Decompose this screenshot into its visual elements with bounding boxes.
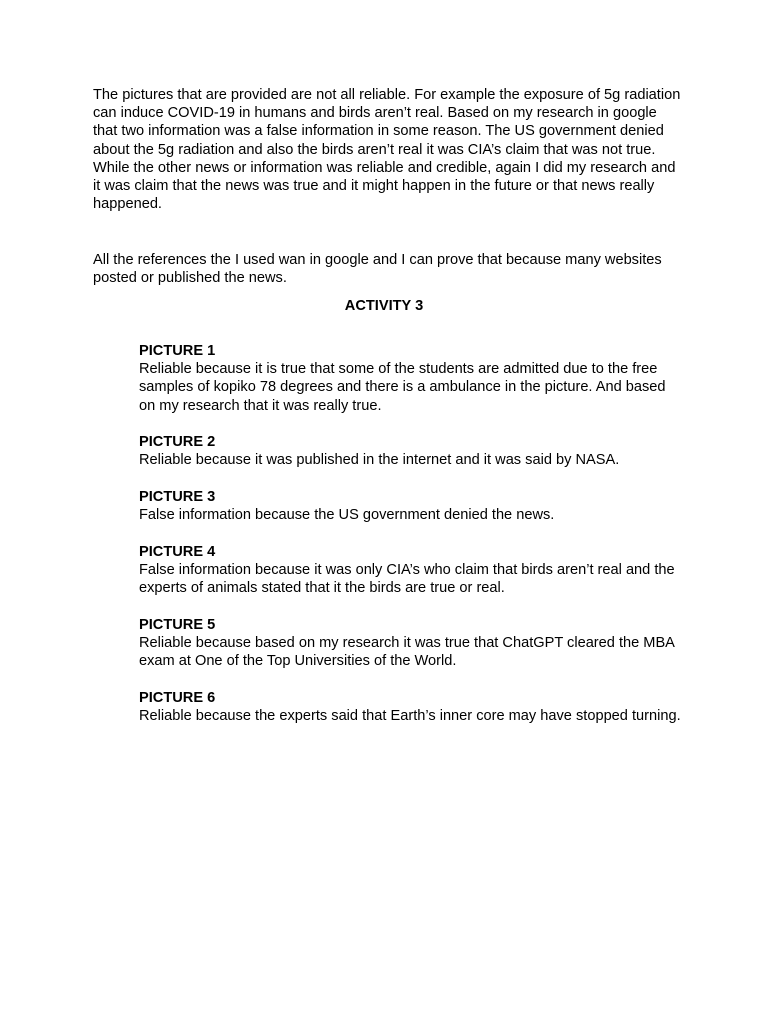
picture-heading: PICTURE 2	[139, 434, 216, 451]
picture-heading: PICTURE 3	[139, 489, 216, 505]
picture-text: Reliable because it is true that some of the students are admitted due to the free samples of kopiko 78 degrees and there is a ambulance in the picture. And based on my research that it was really true.	[139, 361, 666, 414]
picture-heading: PICTURE 5	[139, 616, 216, 633]
picture-item-4	[139, 543, 684, 598]
picture-list	[139, 342, 684, 744]
picture-item-6	[139, 689, 684, 725]
picture-heading: PICTURE 6	[139, 689, 216, 706]
picture-item-3	[139, 488, 684, 524]
picture-text: False information because the US government denied the news.	[139, 507, 555, 524]
picture-heading: PICTURE 1	[139, 343, 216, 359]
picture-text: Reliable because the experts said that Earth’s inner core may have stopped turning.	[139, 708, 681, 724]
activity-title: ACTIVITY 3	[344, 298, 424, 314]
picture-text: Reliable because based on my research it was true that ChatGPT cleared the MBA exam at One of the Top Universities of the World.	[139, 635, 675, 670]
picture-item-1	[139, 342, 684, 415]
references-paragraph: All the references the I used wan in google and I can prove that because many websites posted or published the news.	[93, 252, 662, 287]
picture-item-2	[139, 433, 684, 469]
picture-item-5	[139, 616, 684, 671]
picture-text: False information because it was only CIA’s who claim that birds aren’t real and the experts of animals stated that it the birds are true or real.	[139, 562, 675, 597]
picture-heading: PICTURE 4	[139, 543, 216, 560]
picture-text: Reliable because it was published in the internet and it was said by NASA.	[139, 452, 620, 469]
intro-paragraph: The pictures that are provided are not all reliable. For example the exposure of 5g radiation can induce COVID-19 in humans and birds aren’t real. Based on my research in google that two information was a false information in some reason. The US government denied about the 5g radiation and also the birds aren’t real it was CIA’s claim that was not true. While the other news or information was reliable and credible, again I did my research and it was claim that the news was true and it might happen in the future or that news really happened.	[93, 87, 681, 213]
